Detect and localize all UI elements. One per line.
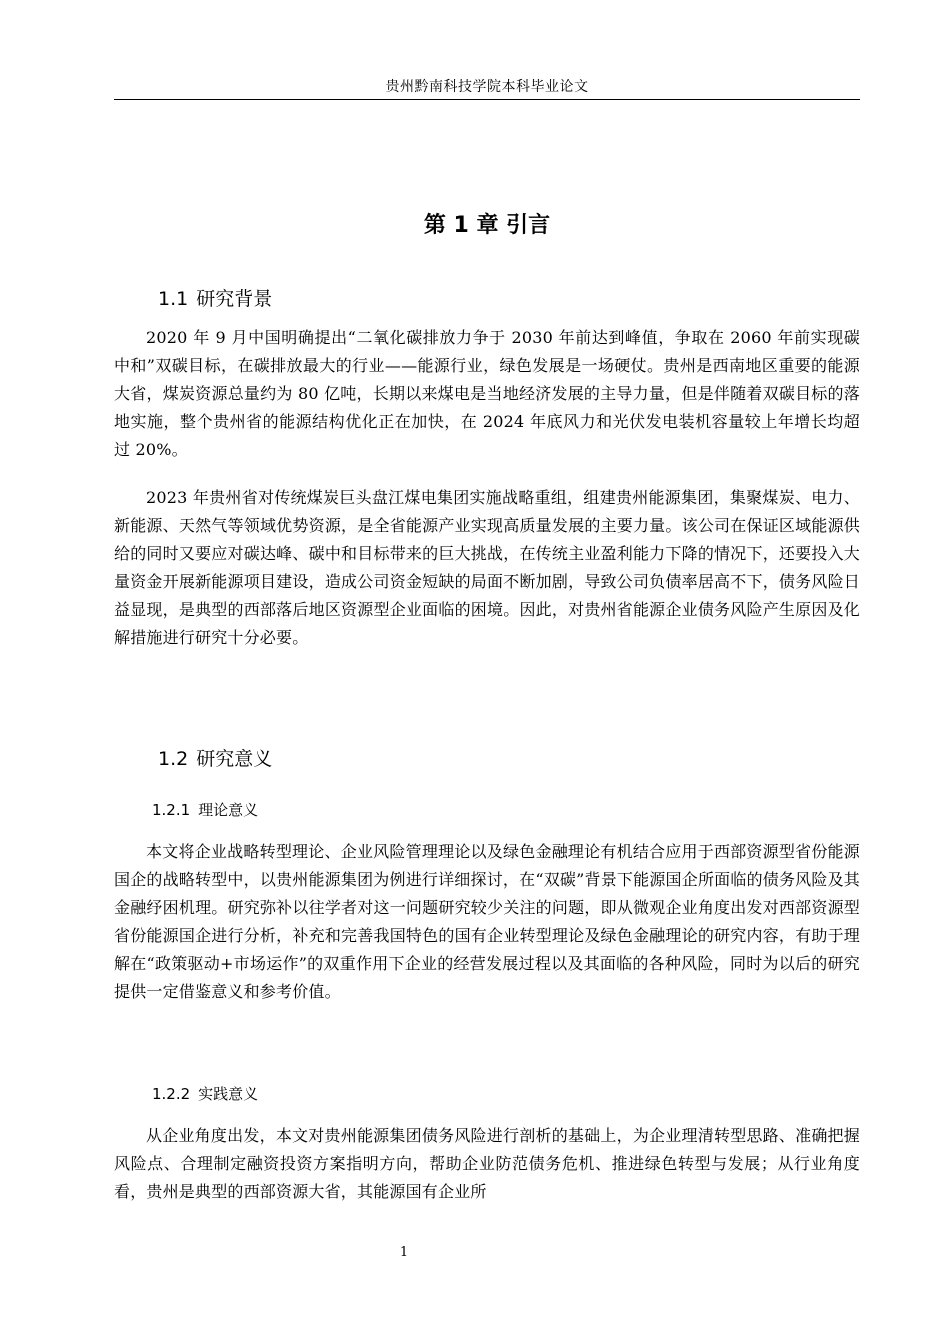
running-header: 贵州黔南科技学院本科毕业论文 [385, 79, 589, 95]
body-paragraph-practical: 从企业角度出发，本文对贵州能源集团债务风险进行剖析的基础上，为企业理清转型思路、准确把握风险点、合理制定融资投资方案指明方向，帮助企业防范债务危机、推进绿色转型与发展；从行业角度看，贵州是典型的西部资源大省，其能源国有企业所 [114, 1126, 860, 1201]
subsection-title: 实践意义 [198, 1085, 259, 1103]
section-title: 研究意义 [196, 748, 273, 770]
section-title: 研究背景 [196, 288, 273, 310]
subsection-title: 理论意义 [198, 801, 259, 819]
subsection-heading-1-2-2 [152, 1084, 258, 1104]
subsection-heading-1-2-1 [152, 800, 258, 820]
section-heading-1-2 [158, 746, 272, 772]
body-paragraph-theoretical: 本文将企业战略转型理论、企业风险管理理论以及绿色金融理论有机结合应用于西部资源型省份能源国企的战略转型中，以贵州能源集团为例进行详细探讨，在“双碳”背景下能源国企所面临的债务风险及其金融纾困机理。研究弥补以往学者对这一问题研究较少关注的问题，即从微观企业角度出发对西部资源型省份能源国企进行分析，补充和完善我国特色的国有企业转型理论及绿色金融理论的研究内容，有助于理解在“政策驱动+市场运作”的双重作用下企业的经营发展过程以及其面临的各种风险，同时为以后的研究提供一定借鉴意义和参考价值。 [114, 842, 860, 1001]
page-number: 1 [399, 1245, 409, 1260]
subsection-number: 1.2.1 [152, 801, 191, 819]
section-heading-1-1 [158, 286, 272, 312]
header-rule [114, 99, 860, 100]
chapter-title: 第 1 章 引言 [423, 213, 551, 238]
body-paragraph-background-2: 2023 年贵州省对传统煤炭巨头盘江煤电集团实施战略重组，组建贵州能源集团，集聚煤炭、电力、新能源、天然气等领域优势资源，是全省能源产业实现高质量发展的主要力量。该公司在保证区域能源供给的同时又要应对碳达峰、碳中和目标带来的巨大挑战，在传统主业盈利能力下降的情况下，还要投入大量资金开展新能源项目建设，造成公司资金短缺的局面不断加剧，导致公司负债率居高不下，债务风险日益显现，是典型的西部落后地区资源型企业面临的困境。因此，对贵州省能源企业债务风险产生原因及化解措施进行研究十分必要。 [114, 488, 860, 647]
section-number: 1.2 [158, 748, 189, 770]
section-number: 1.1 [158, 288, 189, 310]
body-paragraph-background-1: 2020 年 9 月中国明确提出“二氧化碳排放力争于 2030 年前达到峰值，争取在 2060 年前实现碳中和”双碳目标，在碳排放最大的行业——能源行业，绿色发展是一场硬仗。贵州是西南地区重要的能源大省，煤炭资源总量约为 80 亿吨，长期以来煤电是当地经济发展的主导力量，但是伴随着双碳目标的落地实施，整个贵州省的能源结构优化正在加快，在 2024 年底风力和光伏发电装机容量较上年增长均超过 20%。 [114, 328, 860, 459]
subsection-number: 1.2.2 [152, 1085, 191, 1103]
